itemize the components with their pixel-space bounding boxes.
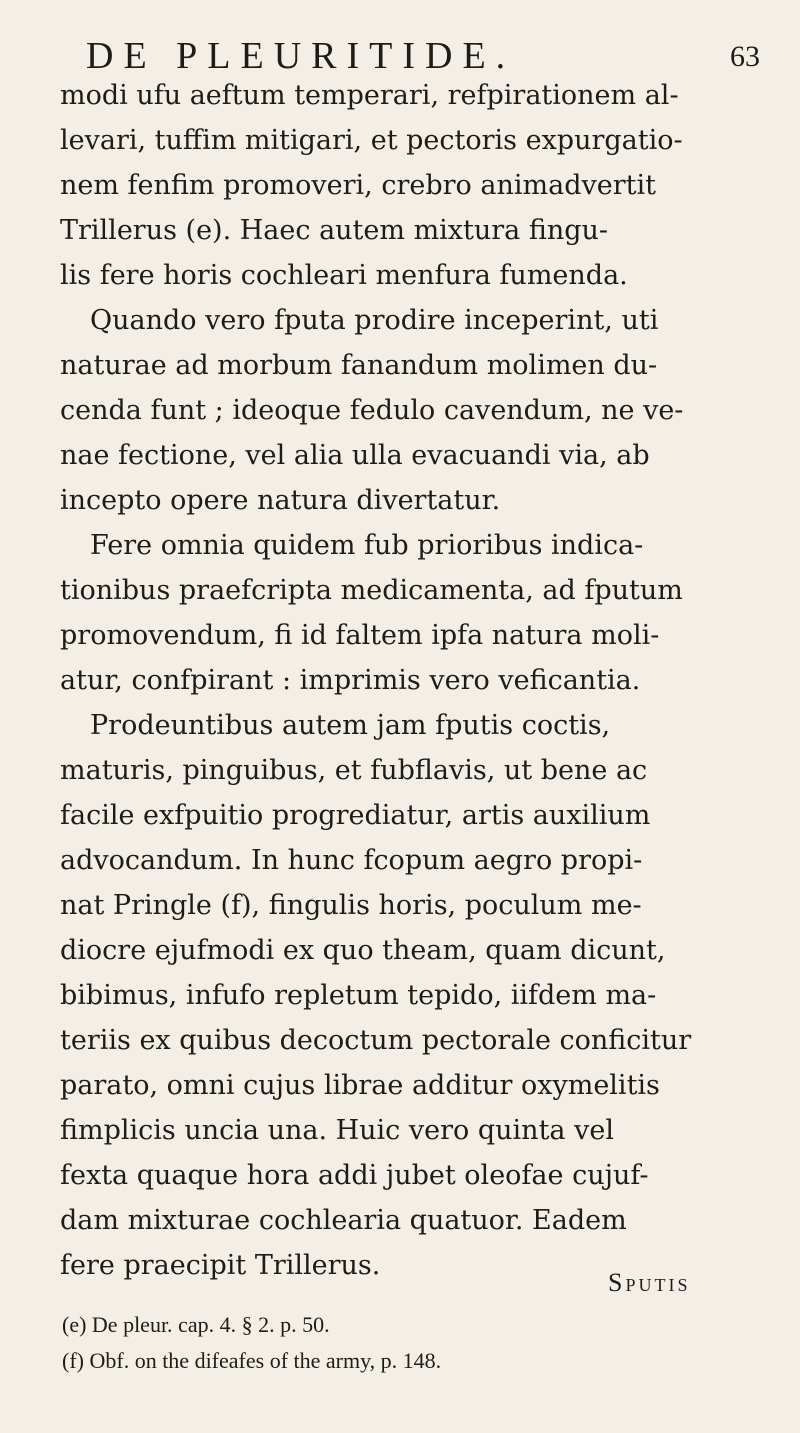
text-line: advocandum. In hunc fcopum aegro propi- xyxy=(60,845,643,876)
page-number: 63 xyxy=(730,40,760,73)
text-line: Prodeuntibus autem jam fputis coctis, xyxy=(90,710,611,741)
text-line: promovendum, fi id faltem ipfa natura moli- xyxy=(60,620,660,651)
text-line: tionibus praefcripta medicamenta, ad fputum xyxy=(60,575,683,606)
text-line: cenda funt ; ideoque fedulo cavendum, ne ve- xyxy=(60,395,684,426)
text-line: atur, confpirant : imprimis vero veficantia. xyxy=(60,665,641,696)
text-line: fimplicis uncia una. Huic vero quinta vel xyxy=(60,1115,614,1146)
text-line: modi ufu aeftum temperari, refpirationem al- xyxy=(60,80,679,111)
text-line: Quando vero fputa prodire inceperint, uti xyxy=(90,305,659,336)
text-line: fexta quaque hora addi jubet oleofae cujuf- xyxy=(60,1160,649,1191)
text-line: nem fenfim promoveri, crebro animadvertit xyxy=(60,170,656,201)
text-line: teriis ex quibus decoctum pectorale conficitur xyxy=(60,1025,692,1056)
catchword: Sputis xyxy=(608,1268,691,1297)
text-line: fere praecipit Trillerus. xyxy=(60,1250,381,1281)
text-line: facile exfpuitio progrediatur, artis auxilium xyxy=(60,800,651,831)
text-line: nat Pringle (f), fingulis horis, poculum me- xyxy=(60,890,642,921)
text-line: dam mixturae cochlearia quatuor. Eadem xyxy=(60,1205,627,1236)
text-line: levari, tuffim mitigari, et pectoris expurgatio- xyxy=(60,125,683,156)
footnote-f: (f) Obf. on the difeafes of the army, p. 148. xyxy=(62,1348,442,1373)
text-line: lis fere horis cochleari menfura fumenda. xyxy=(60,260,628,291)
text-line: nae fectione, vel alia ulla evacuandi via, ab xyxy=(60,440,650,471)
text-line: naturae ad morbum fanandum molimen du- xyxy=(60,350,658,381)
text-line: Trillerus (e). Haec autem mixtura fingu- xyxy=(60,215,609,246)
text-line: parato, omni cujus librae additur oxymelitis xyxy=(60,1070,660,1101)
text-line: Fere omnia quidem fub prioribus indica- xyxy=(90,530,644,561)
running-title: DE PLEURITIDE. xyxy=(86,35,516,77)
text-line: bibimus, infufo repletum tepido, iifdem ma- xyxy=(60,980,657,1011)
text-line: maturis, pinguibus, et fubflavis, ut bene ac xyxy=(60,755,648,786)
footnote-e: (e) De pleur. cap. 4. § 2. p. 50. xyxy=(62,1312,330,1337)
text-line: diocre ejufmodi ex quo theam, quam dicunt, xyxy=(60,935,666,966)
text-line: incepto opere natura divertatur. xyxy=(60,485,501,516)
